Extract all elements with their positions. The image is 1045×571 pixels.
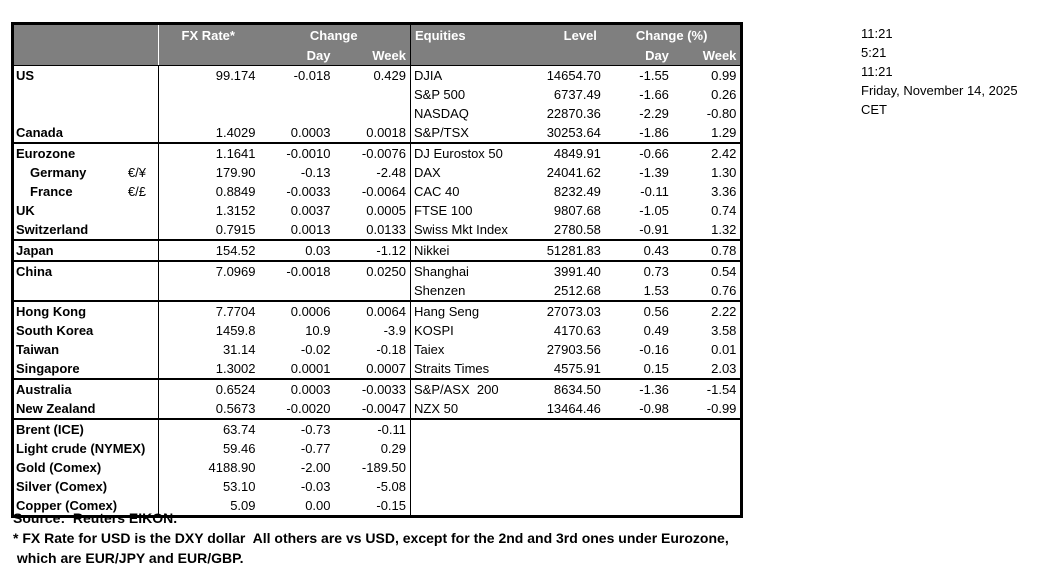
table-row [13,321,742,340]
equity-name [411,439,512,458]
header-eq-week: Week [673,46,742,66]
header-blank-cell [13,24,159,47]
fx-label-cell [13,240,159,261]
fx-change-week [335,104,411,123]
equity-level: 8634.50 [512,379,605,399]
fx-change-week: -0.11 [335,419,411,439]
fx-label: US [16,68,35,83]
equity-change-week: 2.03 [711,361,737,376]
equity-change-week: 0.01 [711,342,737,357]
equity-change-week: 2.22 [673,301,742,321]
header-row-1 [13,24,742,47]
equity-change-day: -1.36 [605,379,673,399]
equity-change-week: 0.76 [711,283,737,298]
table-row [13,359,742,379]
fx-label-cell [13,123,159,143]
fx-label: China [16,264,53,279]
fx-rate: 1459.8 [215,323,256,338]
fx-label: Australia [16,382,72,397]
equity-change-day [605,458,673,477]
equity-change-day: -0.16 [639,342,669,357]
fx-change-week: -0.0076 [335,143,411,163]
equity-change-day: -1.86 [639,125,669,140]
fx-label-cell [13,399,159,419]
table-row [13,261,742,281]
table-row [13,66,742,86]
fx-rate: 0.8849 [215,184,256,199]
fx-rate: 31.14 [222,342,256,357]
equity-name: DJ Eurostox 50 [411,143,512,163]
header-fx-week: Week [335,46,411,66]
fx-rate: 0.5673 [215,401,256,416]
fx-label-cell [13,359,159,379]
fx-label-cell [13,261,159,281]
fx-rate: 179.90 [215,165,256,180]
fx-pair-symbol: €/¥ [127,165,146,180]
equity-level: 6737.49 [553,87,601,102]
fx-rate: 1.3152 [215,203,256,218]
equity-change-week [673,477,742,496]
equity-name: DJIA [411,66,512,86]
table-row [13,301,742,321]
fx-change-day: 0.03 [260,240,335,261]
timestamp-block [861,24,1018,119]
fx-label: Taiwan [16,342,60,357]
table-body [13,66,742,517]
fx-change-day: -0.13 [300,165,331,180]
fx-change-week: 0.0018 [366,125,406,140]
table-row [13,240,742,261]
fx-rate: 0.7915 [215,222,256,237]
equity-change-day: 1.53 [643,283,669,298]
equity-level [512,458,605,477]
fx-label-cell [13,85,159,104]
equity-change-week [673,439,742,458]
fx-change-week: 0.0007 [366,361,406,376]
equity-change-day [605,477,673,496]
fx-label: Eurozone [16,146,76,161]
equity-level: 27073.03 [512,301,605,321]
fx-change-week: -189.50 [361,460,406,475]
equity-level: 2780.58 [553,222,601,237]
fx-label-cell [13,439,159,458]
fx-label: Brent (ICE) [16,422,84,437]
equity-name: NZX 50 [411,399,512,419]
table-header [13,24,742,66]
equity-change-week: 0.78 [673,240,742,261]
fx-change-day: 0.0013 [290,222,331,237]
table-row [13,201,742,220]
table-row [13,419,742,439]
equity-level: 9807.68 [553,203,601,218]
fx-label-cell [13,458,159,477]
equity-change-day: 0.49 [643,323,669,338]
time-line-3: 11:21 [861,64,893,79]
equity-name: S&P/TSX [411,123,512,143]
equity-change-week: 3.58 [711,323,737,338]
fx-change-day: 0.0001 [290,361,331,376]
fx-rate: 5.09 [230,498,256,513]
fx-label: Canada [16,125,63,140]
fx-label: Gold (Comex) [16,460,102,475]
equity-change-week: 2.42 [673,143,742,163]
equity-change-week: 1.30 [711,165,737,180]
equity-change-week: 0.54 [673,261,742,281]
table-row [13,477,742,496]
table-row [13,281,742,301]
equity-change-week: 0.26 [711,87,737,102]
equity-name: Nikkei [411,240,512,261]
fx-rate [159,104,260,123]
fx-change-day: -0.0033 [286,184,331,199]
table-row [13,182,742,201]
equity-change-week [673,458,742,477]
fx-change-day: -2.00 [300,460,331,475]
equity-change-day: -0.66 [605,143,673,163]
fx-change-day: 0.0003 [290,125,331,140]
equity-change-week: 3.36 [711,184,737,199]
table-row [13,163,742,182]
header-fx-day: Day [260,46,335,66]
timezone-label: CET [861,102,887,117]
fx-label: Germany [30,165,87,180]
equity-change-week: -0.80 [706,106,737,121]
fx-rate: 4188.90 [208,460,256,475]
equity-level: 51281.83 [512,240,605,261]
fx-label-cell [13,66,159,86]
header-level: Level [512,24,605,47]
equity-change-day: -1.39 [639,165,669,180]
equity-level: 8232.49 [553,184,601,199]
fx-change-week [335,281,411,301]
fx-label-cell [13,201,159,220]
table-row [13,123,742,143]
header-fx-rate: FX Rate* [159,24,260,47]
fx-rate: 154.52 [159,240,260,261]
fx-change-day [260,104,335,123]
fx-change-day: -0.0020 [286,401,331,416]
fx-label: Japan [16,243,54,258]
equity-level [512,439,605,458]
fx-change-day: 0.0006 [260,301,335,321]
equity-change-day: 0.15 [643,361,669,376]
fx-change-week: -0.0064 [361,184,406,199]
fx-change-day: 0.00 [305,498,331,513]
equity-level: 24041.62 [546,165,601,180]
equity-change-week: -0.99 [706,401,737,416]
equity-change-day: 0.43 [605,240,673,261]
equity-level: 27903.56 [546,342,601,357]
fx-change-day: -0.02 [300,342,331,357]
equity-name: Shenzen [411,281,512,301]
table-row [13,85,742,104]
fx-change-week: 0.429 [373,68,406,83]
fx-label-cell [13,419,159,439]
equity-change-day: -0.91 [639,222,669,237]
fx-change-day: -0.77 [300,441,331,456]
fx-pair-symbol: €/£ [127,184,146,199]
fx-label-cell [13,143,159,163]
equity-level: 30253.64 [546,125,601,140]
equity-level: 14654.70 [546,68,601,83]
fx-label-cell [13,379,159,399]
fx-rate: 63.74 [159,419,260,439]
fx-label: Copper (Comex) [16,498,118,513]
equity-level: 4170.63 [553,323,601,338]
header-eq-change: Change (%) [605,24,742,47]
equity-name: DAX [411,163,512,182]
fx-change-week: 0.0133 [366,222,406,237]
header-blank-cell [411,46,512,66]
equity-name: Hang Seng [411,301,512,321]
fx-change-week: 0.29 [380,441,406,456]
equity-name: Taiex [411,340,512,359]
fx-change-week: 0.0064 [335,301,411,321]
equity-change-week: 0.74 [711,203,737,218]
equity-change-day [605,419,673,439]
table-row [13,458,742,477]
fx-change-day: 0.0037 [290,203,331,218]
equity-change-day: 0.73 [605,261,673,281]
equity-level: 13464.46 [546,401,601,416]
fx-note-line-1: * FX Rate for USD is the DXY dollar All others are vs USD, except for the 2nd and 3rd ones under Eurozone, [13,530,729,546]
equity-name [411,419,512,439]
header-equities: Equities [411,24,512,47]
fx-rate: 0.6524 [159,379,260,399]
equity-change-day: -1.05 [639,203,669,218]
fx-change-day: -0.73 [260,419,335,439]
fx-change-day [260,85,335,104]
fx-label: South Korea [16,323,94,338]
fx-note-line-2: which are EUR/JPY and EUR/GBP. [13,550,244,566]
header-blank-cell [512,46,605,66]
market-table [11,22,743,518]
fx-change-week: -0.15 [376,498,406,513]
fx-label-cell [13,477,159,496]
fx-change-day: 10.9 [305,323,331,338]
header-eq-day: Day [605,46,673,66]
equity-change-day [605,439,673,458]
fx-label-cell [13,340,159,359]
table-row [13,399,742,419]
equity-name: NASDAQ [411,104,512,123]
table-row [13,104,742,123]
fx-rate: 53.10 [222,479,256,494]
fx-rate: 7.0969 [159,261,260,281]
equity-change-week [673,419,742,439]
fx-label-cell [13,281,159,301]
fx-label: UK [16,203,35,218]
fx-rate [159,281,260,301]
fx-change-day: -0.0010 [260,143,335,163]
time-line-2: 5:21 [861,45,887,60]
equity-level: 22870.36 [546,106,601,121]
equity-name: CAC 40 [411,182,512,201]
fx-label: Light crude (NYMEX) [16,441,146,456]
table-row [13,220,742,240]
fx-change-week: -1.12 [335,240,411,261]
equity-change-day: 0.56 [605,301,673,321]
fx-change-week: 0.0250 [335,261,411,281]
equity-change-week: -1.54 [673,379,742,399]
fx-label: New Zealand [16,401,96,416]
equity-change-week: 1.29 [711,125,737,140]
equity-name: Straits Times [411,359,512,379]
fx-change-week: -0.18 [376,342,406,357]
equity-change-day: -0.11 [640,184,669,199]
equity-change-day: -1.66 [639,87,669,102]
fx-change-day: -0.03 [300,479,331,494]
fx-change-week: -3.9 [383,323,406,338]
fx-change-day: -0.0018 [260,261,335,281]
fx-change-week [335,85,411,104]
fx-label: France [30,184,73,199]
equity-name [411,477,512,496]
fx-change-week: 0.0005 [366,203,406,218]
fx-label: Hong Kong [16,304,87,319]
table-row [13,143,742,163]
equity-name: FTSE 100 [411,201,512,220]
fx-label-cell [13,220,159,240]
header-blank-cell [13,46,159,66]
fx-change-day: -0.018 [293,68,331,83]
source-note: Source: Reuters EIKON. [13,510,178,526]
table-row [13,379,742,399]
equity-name: S&P 500 [411,85,512,104]
fx-rate: 59.46 [222,441,256,456]
equity-change-week: 1.32 [711,222,737,237]
fx-label: Singapore [16,361,80,376]
equity-change-day: -0.98 [639,401,669,416]
equity-change-week: 0.99 [711,68,737,83]
fx-change-day [260,281,335,301]
fx-change-week: -2.48 [376,165,406,180]
equity-level: 4575.91 [553,361,601,376]
fx-label-cell [13,301,159,321]
footnotes [13,508,729,568]
fx-rate: 1.4029 [215,125,256,140]
fx-change-day: 0.0003 [260,379,335,399]
equity-name: S&P/ASX 200 [411,379,512,399]
table-row [13,439,742,458]
header-fx-change: Change [260,24,411,47]
fx-label-cell [13,163,159,182]
table-row [13,340,742,359]
header-blank-cell [159,46,260,66]
fx-label: Silver (Comex) [16,479,108,494]
fx-rate [159,85,260,104]
equity-level: 2512.68 [553,283,601,298]
fx-rate: 1.1641 [159,143,260,163]
fx-label-cell [13,104,159,123]
equity-name: KOSPI [411,321,512,340]
fx-label-cell [13,182,159,201]
time-line-1: 11:21 [861,26,893,41]
fx-label-cell [13,321,159,340]
equity-name: Swiss Mkt Index [411,220,512,240]
equity-level [512,477,605,496]
equity-change-day: -1.55 [639,68,669,83]
fx-rate: 1.3002 [215,361,256,376]
equity-name: Shanghai [411,261,512,281]
equity-level: 3991.40 [512,261,605,281]
equity-level [512,419,605,439]
fx-rate: 99.174 [215,68,256,83]
header-row-2 [13,46,742,66]
equity-change-day: -2.29 [639,106,669,121]
fx-change-week: -5.08 [376,479,406,494]
equity-name [411,458,512,477]
equity-level: 4849.91 [512,143,605,163]
fx-change-week: -0.0033 [335,379,411,399]
date-line: Friday, November 14, 2025 [861,83,1018,98]
fx-rate: 7.7704 [159,301,260,321]
fx-label: Switzerland [16,222,89,237]
fx-change-week: -0.0047 [361,401,406,416]
